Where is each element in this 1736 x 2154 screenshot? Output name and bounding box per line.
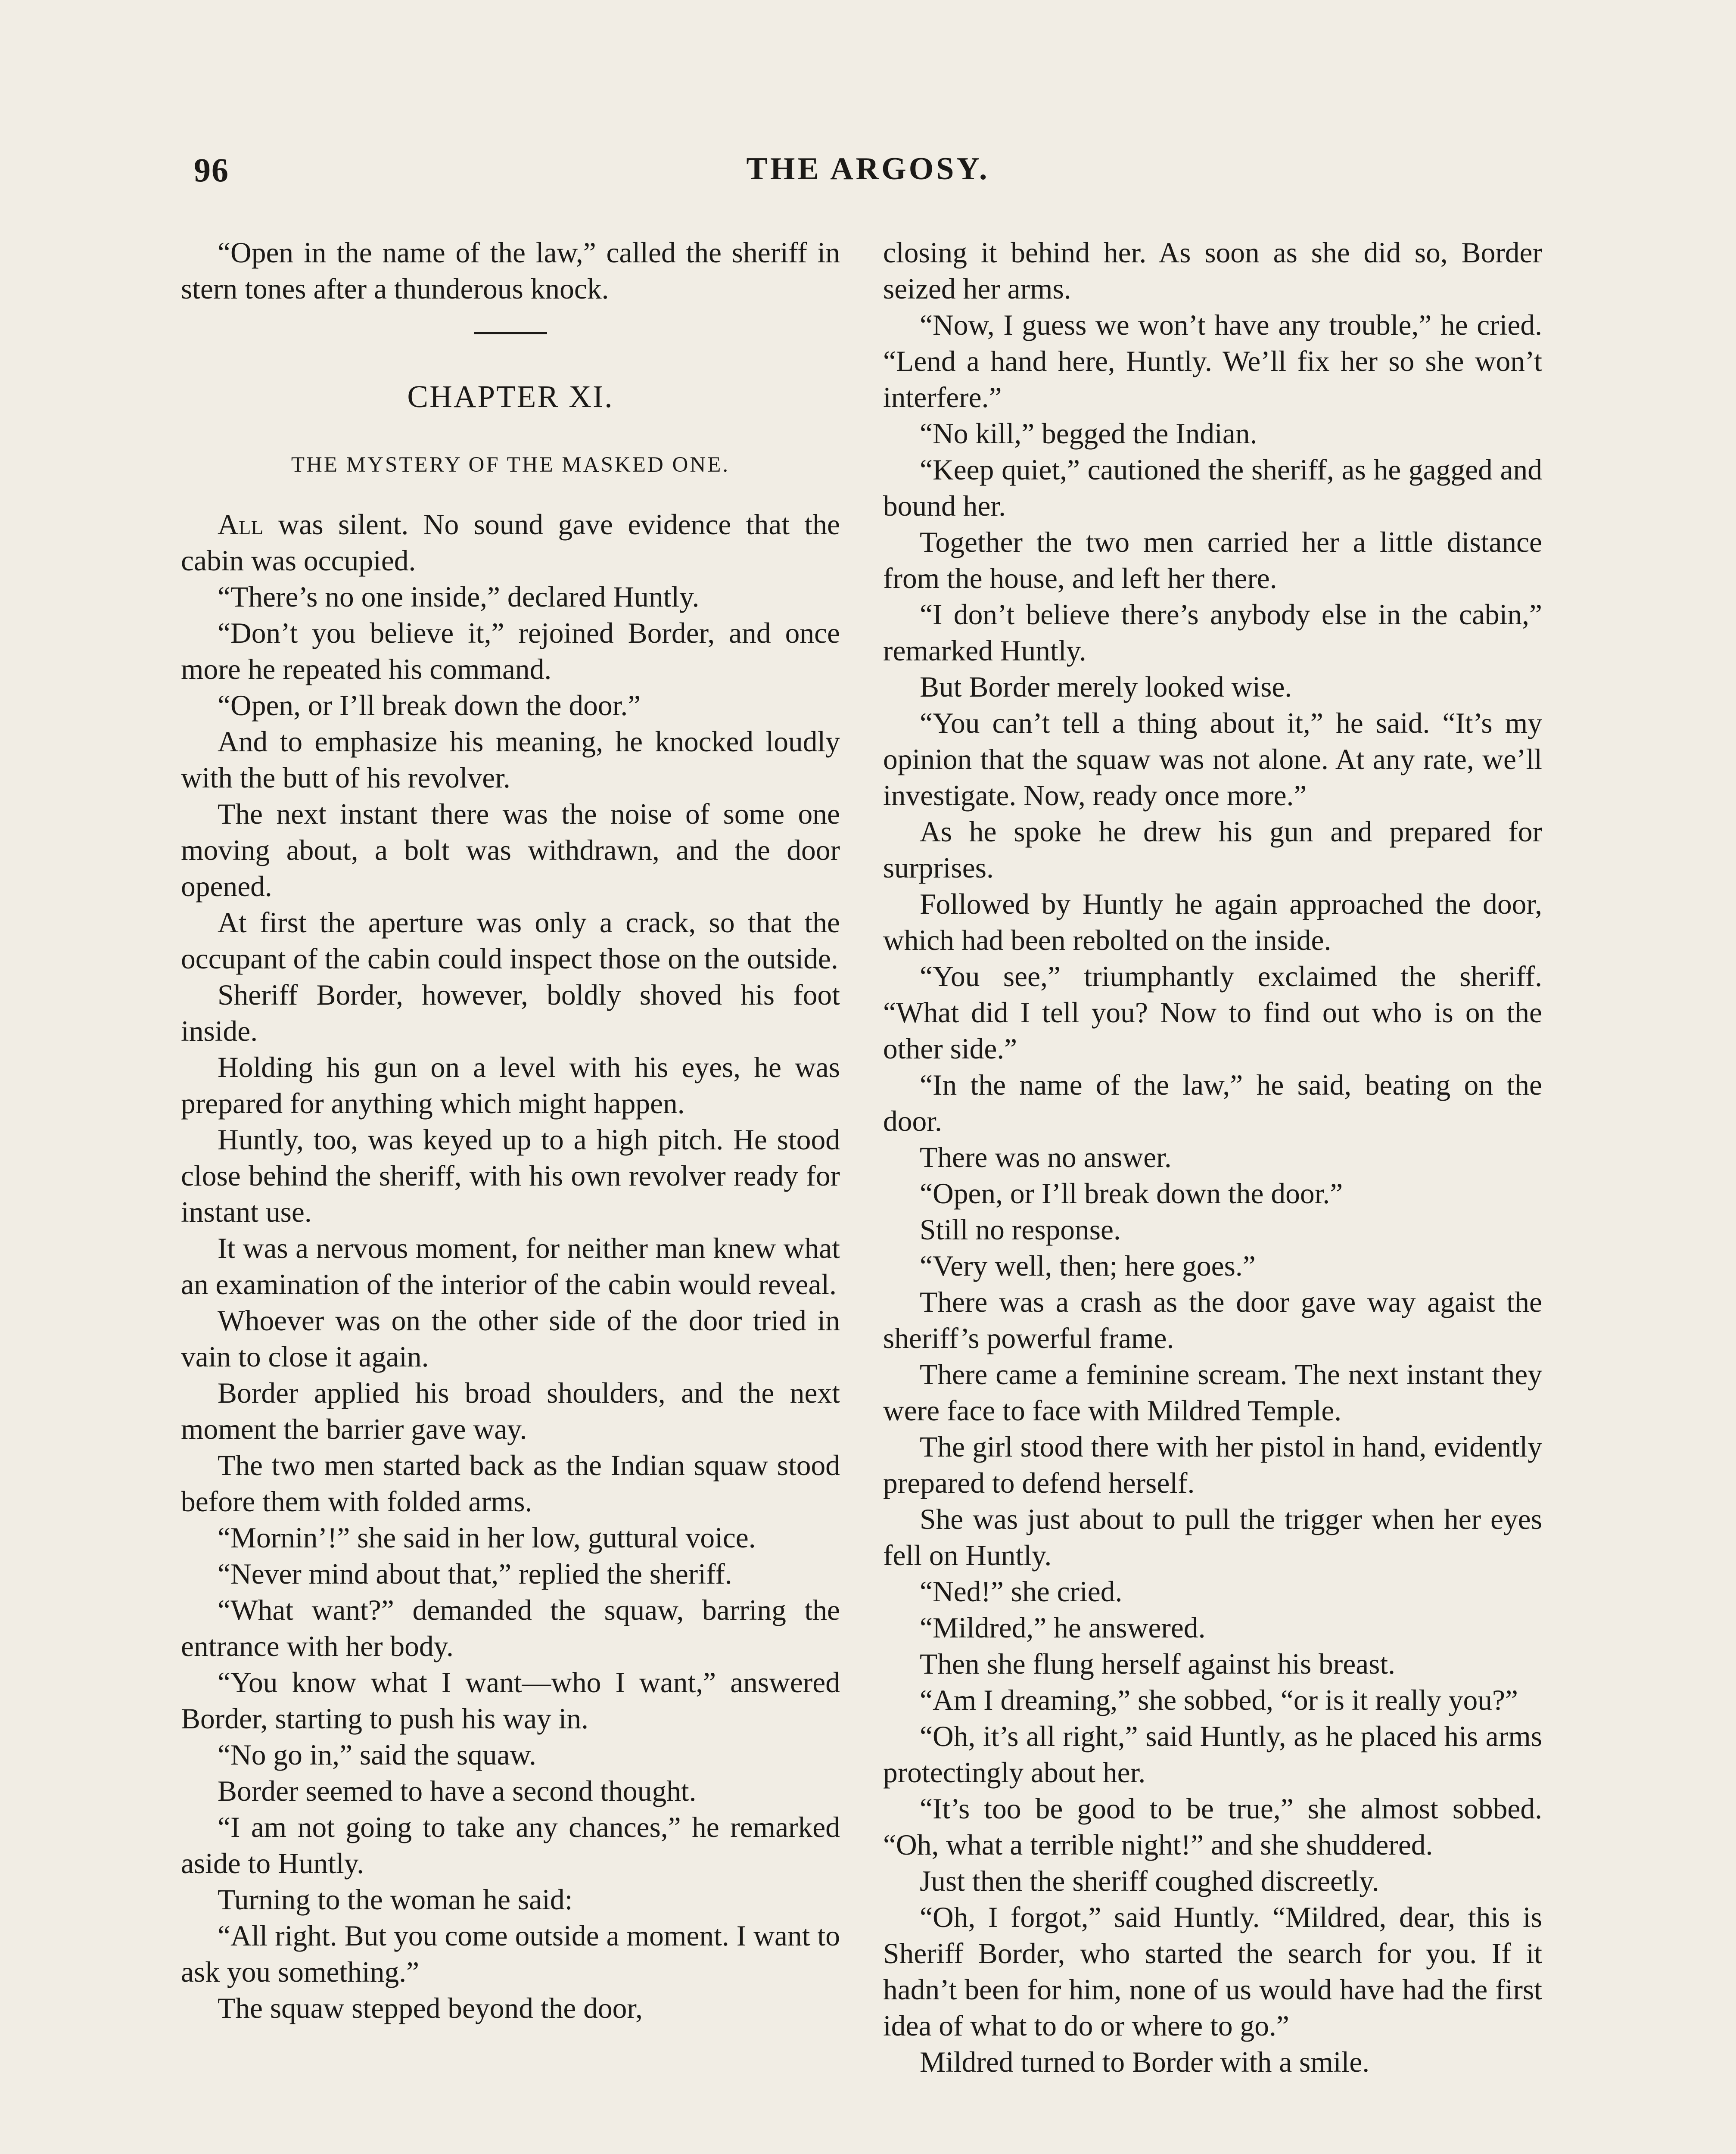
paragraph: “There’s no one inside,” declared Huntly. [218,581,700,613]
paragraph: “You know what I want—who I want,” answered Border, starting to push his way in. [181,1666,840,1735]
paragraph: “It’s too be good to be true,” she almost sobbed. “Oh, what a terrible night!” and she shuddered. [883,1793,1542,1861]
paragraph: “I don’t believe there’s anybody else in the cabin,” remarked Huntly. [883,598,1542,667]
paragraph: “You can’t tell a thing about it,” he said. “It’s my opinion that the squaw was not alone. At any rate, we’ll investigate. Now, ready once more.” [883,707,1542,812]
paragraph: Then she flung herself against his breast. [920,1648,1396,1680]
paragraph: “Ned!” she cried. [920,1575,1123,1608]
paragraph: Just then the sheriff coughed discreetly. [920,1865,1379,1897]
left-column [181,235,840,2026]
running-head: THE ARGOSY. [746,151,990,187]
chapter-title: CHAPTER XI. [407,379,614,414]
paragraph: The squaw stepped beyond the door, [218,1992,643,2024]
paragraph: As he spoke he drew his gun and prepared for surprises. [883,816,1542,884]
paragraph: “What want?” demanded the squaw, barring the entrance with her body. [181,1594,840,1662]
chapter-first-paragraph-text: was silent. No sound gave evidence that the cabin was occupied. [181,508,840,577]
paragraph: There was a crash as the door gave way agaist the sheriff’s powerful frame. [883,1286,1542,1354]
paragraph: Huntly, too, was keyed up to a high pitch. He stood close behind the sheriff, with his own revolver ready for instant use. [181,1124,840,1228]
paragraph: There came a feminine scream. The next instant they were face to face with Mildred Temple. [883,1358,1542,1427]
paragraph: Whoever was on the other side of the door tried in vain to close it again. [181,1304,840,1373]
paragraph: Mildred turned to Border with a smile. [920,2046,1370,2078]
paragraph: “Don’t you believe it,” rejoined Border, and once more he repeated his command. [181,617,840,685]
paragraph: “No kill,” begged the Indian. [920,417,1257,450]
paragraph: There was no answer. [920,1141,1172,1173]
paragraph: “Oh, I forgot,” said Huntly. “Mildred, dear, this is Sheriff Border, who started the search for you. If it hadn’t been for him, none of us would have had the first idea of what to do or where to go.” [883,1901,1542,2042]
paragraph: Border applied his broad shoulders, and the next moment the barrier gave way. [181,1377,840,1445]
paragraph: “Keep quiet,” cautioned the sheriff, as he gagged and bound her. [883,454,1542,522]
paragraph: And to emphasize his meaning, he knocked loudly with the butt of his revolver. [181,725,840,794]
paragraph: The two men started back as the Indian squaw stood before them with folded arms. [181,1449,840,1518]
paragraph: “Now, I guess we won’t have any trouble,” he cried. “Lend a hand here, Huntly. We’ll fix her so she won’t interfere.” [883,309,1542,414]
page-number: 96 [194,151,229,189]
paragraph: “Open, or I’ll break down the door.” [920,1177,1343,1210]
paragraph: “I am not going to take any chances,” he remarked aside to Huntly. [181,1811,840,1880]
right-column [883,235,1542,2080]
continued-paragraph: closing it behind her. As soon as she did so, Border seized her arms. [883,237,1542,305]
paragraph: “Very well, then; here goes.” [920,1250,1256,1282]
paragraph: Turning to the woman he said: [218,1883,573,1916]
paragraph: The girl stood there with her pistol in hand, evidently prepared to defend herself. [883,1431,1542,1499]
paragraph: Still no response. [920,1214,1121,1246]
paragraph: Together the two men carried her a little distance from the house, and left her there. [883,526,1542,595]
page-header [194,151,1542,202]
paragraph: Followed by Huntly he again approached the door, which had been rebolted on the inside. [883,888,1542,956]
paragraph: “In the name of the law,” he said, beating on the door. [883,1069,1542,1137]
paragraph: She was just about to pull the trigger when her eyes fell on Huntly. [883,1503,1542,1572]
paragraph: Sheriff Border, however, boldly shoved his foot inside. [181,979,840,1047]
chapter-first-paragraph [181,507,840,579]
paragraph: But Border merely looked wise. [920,671,1292,703]
paragraph: “Mildred,” he answered. [920,1612,1206,1644]
paragraph: “All right. But you come outside a moment. I want to ask you something.” [181,1920,840,1988]
paragraph: It was a nervous moment, for neither man knew what an examination of the interior of the cabin would reveal. [181,1232,840,1301]
section-divider [474,332,547,334]
paragraph: “Oh, it’s all right,” said Huntly, as he placed his arms protectingly about her. [883,1720,1542,1789]
paragraph: At first the aperture was only a crack, so that the occupant of the cabin could inspect those on the outside. [181,906,840,975]
paragraph: “Mornin’!” she said in her low, guttural voice. [218,1522,756,1554]
paragraph: “Open, or I’ll break down the door.” [218,689,641,722]
chapter-first-word: All [218,508,264,541]
paragraph: “No go in,” said the squaw. [218,1739,536,1771]
paragraph: “You see,” triumphantly exclaimed the sheriff. “What did I tell you? Now to find out who is on the other side.” [883,960,1542,1065]
opening-paragraph: “Open in the name of the law,” called the sheriff in stern tones after a thunderous knock. [181,237,840,305]
paragraph: Holding his gun on a level with his eyes, he was prepared for anything which might happen. [181,1051,840,1120]
paragraph: “Am I dreaming,” she sobbed, “or is it really you?” [920,1684,1518,1716]
paragraph: The next instant there was the noise of some one moving about, a bolt was withdrawn, and the door opened. [181,798,840,903]
chapter-subtitle: THE MYSTERY OF THE MASKED ONE. [291,453,730,477]
paragraph: Border seemed to have a second thought. [218,1775,697,1807]
paragraph: “Never mind about that,” replied the sheriff. [218,1558,732,1590]
